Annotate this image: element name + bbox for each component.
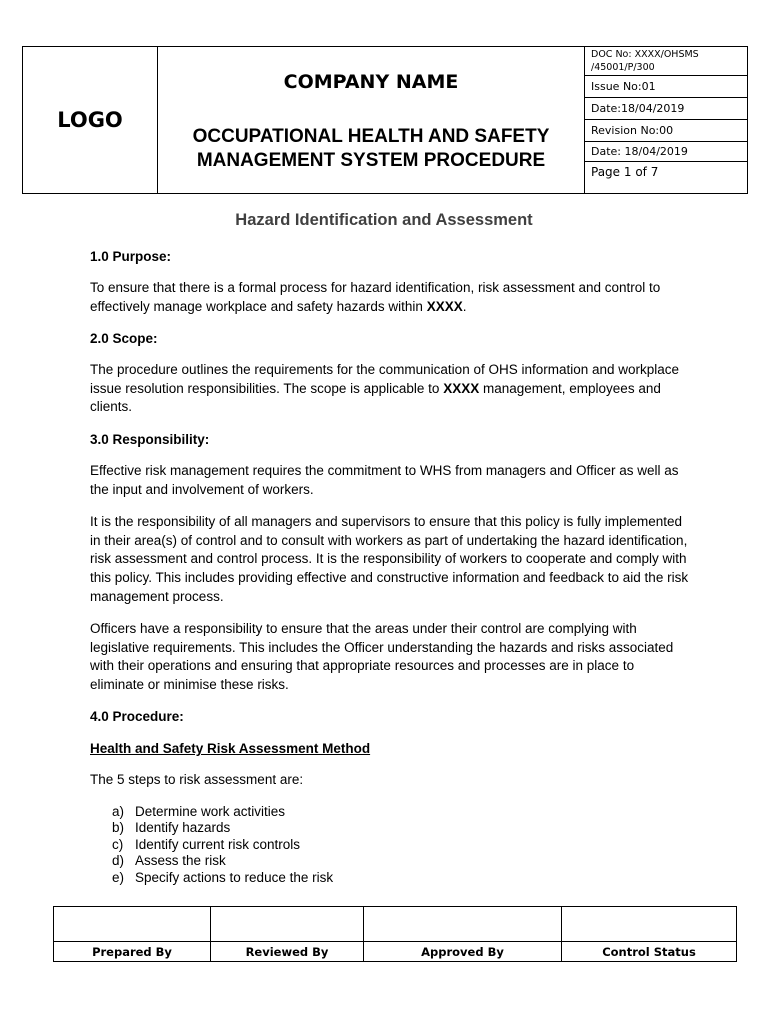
header-title-cell xyxy=(158,47,585,193)
procedure-heading: 4.0 Procedure: xyxy=(90,709,184,724)
document-header xyxy=(22,46,748,194)
signature-row xyxy=(54,907,737,942)
steps-intro: The 5 steps to risk assessment are: xyxy=(90,772,304,787)
reviewed-by-signature-cell xyxy=(211,907,364,942)
issue-date: Date:18/04/2019 xyxy=(585,98,747,120)
doc-number xyxy=(585,47,747,76)
list-item: c) Identify current risk controls xyxy=(112,836,301,852)
prepared-by-signature-cell xyxy=(54,907,211,942)
revision-number: Revision No:00 xyxy=(585,120,747,142)
scope-text: The procedure outlines the requirements for the communication of OHS information and workplace issue resolution responsibilities. The scope is applicable to XXXX management, employees and clients. xyxy=(90,362,680,415)
document-control-info xyxy=(585,47,747,193)
approval-table xyxy=(53,906,737,962)
control-status-label: Control Status xyxy=(562,942,737,962)
list-item: e) Specify actions to reduce the risk xyxy=(112,869,334,885)
approved-by-signature-cell xyxy=(364,907,562,942)
logo-placeholder: LOGO xyxy=(23,47,158,193)
responsibility-paragraph-2: It is the responsibility of all managers and supervisors to ensure that this policy is fully implemented in their area(s) of control and to consult with workers as part of undertaking the hazard identification, risk assessment and control process. It is the responsibility of workers to cooperate and comply with this policy. This includes providing effective and constructive information and feedback to aid the risk management process. xyxy=(90,514,689,604)
page-number: Page 1 of 7 xyxy=(591,165,659,179)
procedure-title xyxy=(158,125,584,173)
scope-heading: 2.0 Scope: xyxy=(90,331,158,346)
responsibility-paragraph-1: Effective risk management requires the commitment to WHS from managers and Officer as well as the input and involvement of workers. xyxy=(90,463,679,497)
issue-number: Issue No:01 xyxy=(585,76,747,98)
method-heading: Health and Safety Risk Assessment Method xyxy=(90,741,371,756)
purpose-heading: 1.0 Purpose: xyxy=(90,249,172,264)
responsibility-heading: 3.0 Responsibility: xyxy=(90,432,210,447)
prepared-by-label: Prepared By xyxy=(54,942,211,962)
risk-assessment-steps xyxy=(90,804,333,886)
list-item: b) Identify hazards xyxy=(112,820,231,836)
control-status-cell xyxy=(562,907,737,942)
revision-date: Date: 18/04/2019 xyxy=(585,142,747,162)
doc-number-line1: DOC No: XXXX/OHSMS xyxy=(591,49,699,60)
list-item: d) Assess the risk xyxy=(112,853,226,869)
doc-number-line2: /45001/P/300 xyxy=(591,62,655,73)
approved-by-label: Approved By xyxy=(364,942,562,962)
company-name: COMPANY NAME xyxy=(283,71,459,93)
approval-labels-row xyxy=(54,942,737,962)
responsibility-paragraph-3: Officers have a responsibility to ensure that the areas under their control are complying with legislative requirements. This includes the Officer understanding the hazards and risks associated with their operations and ensuring that appropriate resources and processes are in place to eliminate or minimise these risks. xyxy=(90,621,674,693)
document-title: Hazard Identification and Assessment xyxy=(235,211,533,229)
procedure-title-line1: OCCUPATIONAL HEALTH AND SAFETY xyxy=(192,126,550,147)
list-item: a) Determine work activities xyxy=(112,804,286,819)
procedure-title-line2: MANAGEMENT SYSTEM PROCEDURE xyxy=(196,150,546,171)
purpose-text: To ensure that there is a formal process for hazard identification, risk assessment and control to effectively manage workplace and safety hazards within XXXX. xyxy=(90,280,661,314)
reviewed-by-label: Reviewed By xyxy=(211,942,364,962)
